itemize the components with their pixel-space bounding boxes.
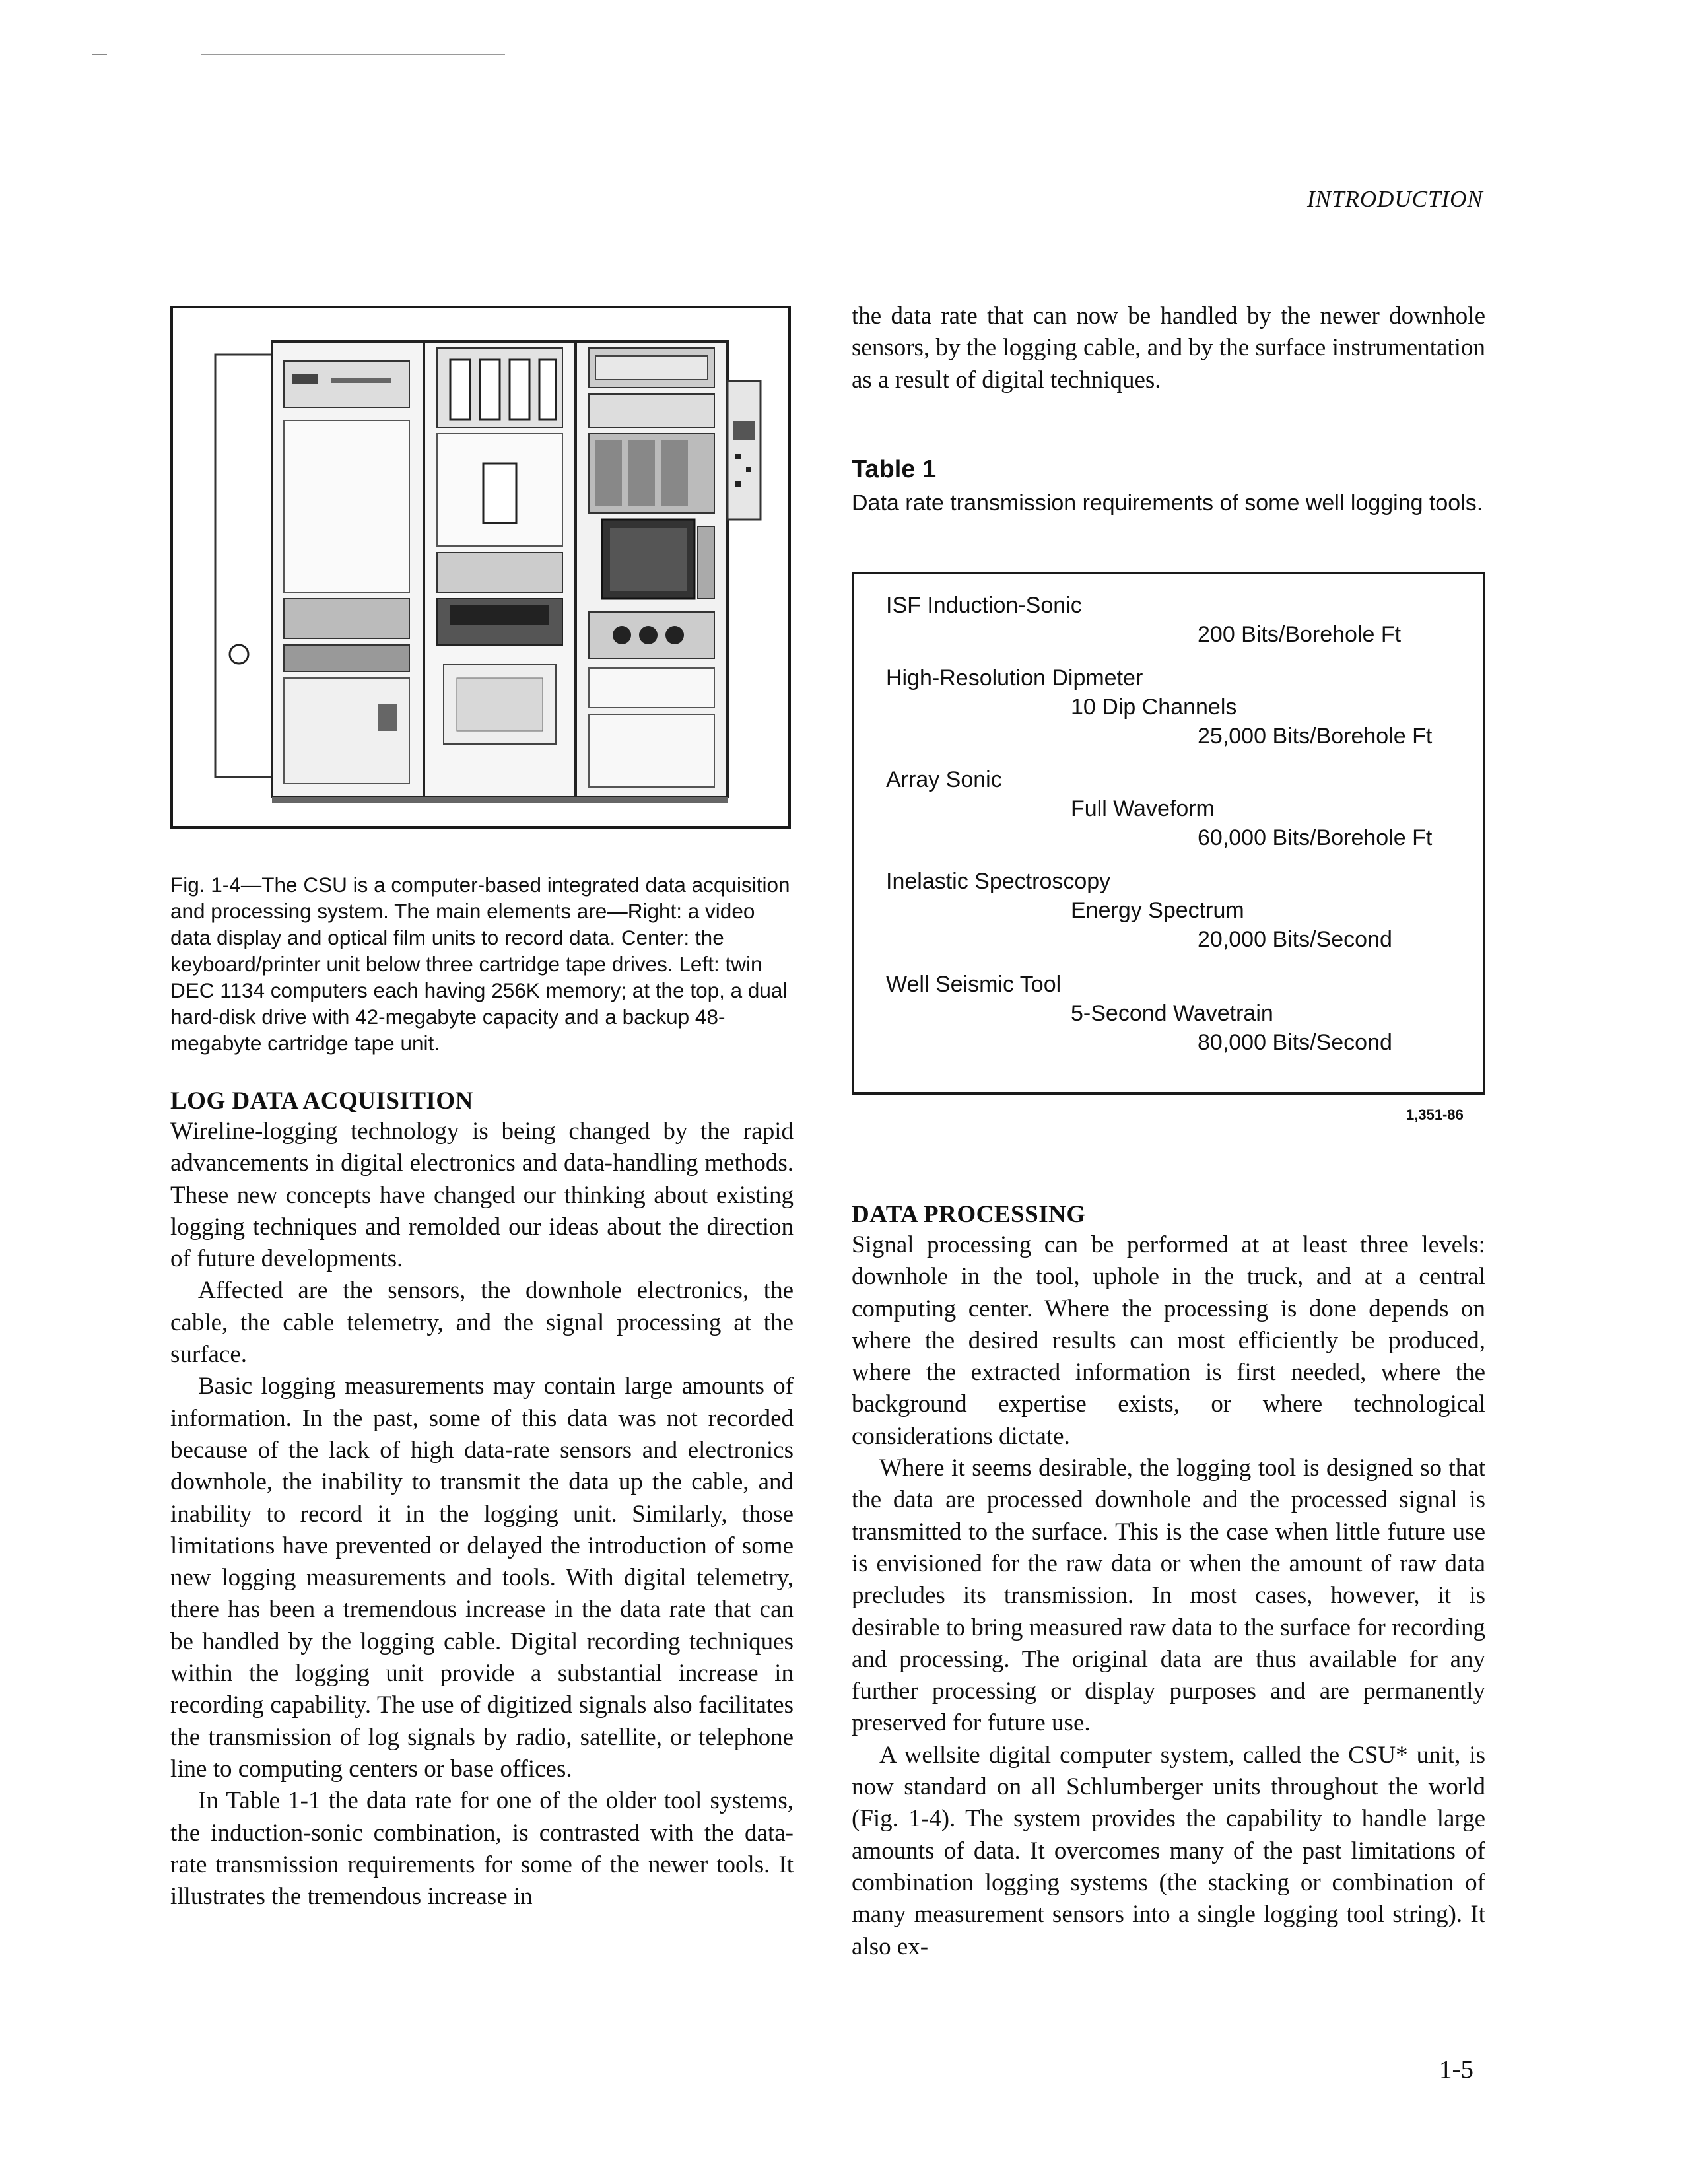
paragraph: Affected are the sensors, the downhole electronics, the cable, the cable telemetry, and the signal processing at the surface. xyxy=(170,1277,794,1369)
page-number: 1-5 xyxy=(1439,2055,1473,2084)
left-column-body xyxy=(170,1116,794,1913)
tool-name: High-Resolution Dipmeter xyxy=(886,665,1143,691)
figure-csu-photo xyxy=(170,306,791,829)
paragraph: Where it seems desirable, the logging tool is designed so that the data are processed downhole and the processed signal is transmitted to the surface. This is the case when little future use is envisioned for the raw data or when the amount of raw data precludes its transmission. In most cases, however, it is desirable to bring measured raw data to the surface for recording and processing. The original data are thus available for any further processing or display purposes and are permanently preserved for future use. xyxy=(852,1454,1485,1737)
right-column-body xyxy=(852,1229,1485,1963)
figure-number: 1,351-86 xyxy=(1406,1107,1464,1123)
measurement: 10 Dip Channels xyxy=(1071,695,1237,720)
tool-name: ISF Induction-Sonic xyxy=(886,593,1082,618)
scan-speck xyxy=(92,54,107,55)
section-heading-log-data-acquisition: LOG DATA ACQUISITION xyxy=(170,1087,473,1114)
scan-rule-line xyxy=(201,54,505,55)
tool-name: Inelastic Spectroscopy xyxy=(886,869,1111,894)
paragraph: the data rate that can now be handled by the newer downhole sensors, by the logging cable, and by the surface instrumentation as a result of digital techniques. xyxy=(852,302,1485,393)
measurement: 5-Second Wavetrain xyxy=(1071,1001,1273,1026)
data-rate: 200 Bits/Borehole Ft xyxy=(1198,622,1402,647)
table-description: Data rate transmission requirements of some well logging tools. xyxy=(852,491,1483,516)
csu-equipment-illustration xyxy=(173,308,788,826)
measurement: Full Waveform xyxy=(1071,796,1215,821)
paragraph: In Table 1-1 the data rate for one of the older tool systems, the induction-sonic combination, is contrasted with the data-rate transmission requirements for some of the newer tools. It illustrates the tremendous increase in xyxy=(170,1787,794,1911)
paragraph: A wellsite digital computer system, called the CSU* unit, is now standard on all Schlumberger units throughout the world (Fig. 1-4). The system provides the capability to handle large amounts of data. It overcomes many of the past limitations of combination logging systems (the stacking or combination of many measurement sensors into a single logging tool string). It also ex- xyxy=(852,1741,1485,1960)
running-header: INTRODUCTION xyxy=(1307,186,1483,212)
right-column-intro xyxy=(852,300,1485,396)
tool-name: Well Seismic Tool xyxy=(886,972,1062,997)
measurement: Energy Spectrum xyxy=(1071,898,1244,923)
tool-name: Array Sonic xyxy=(886,767,1002,792)
paragraph: Basic logging measurements may contain large amounts of information. In the past, some of this data was not recorded because of the lack of high data-rate sensors and electronics downhole, the inability to transmit the data up the cable, and inability to record it in the logging unit. Similarly, those limitations have prevented or delayed the introduction of some new logging measurements and tools. With digital telemetry, there has been a tremendous increase in the data rate that can be handled by the logging cable. Digital recording techniques within the logging unit provide a substantial increase in recording capability. The use of digitized signals also facilitates the transmission of log signals by radio, satellite, or telephone line to computing centers or base offices. xyxy=(170,1373,794,1783)
data-rate: 80,000 Bits/Second xyxy=(1198,1030,1392,1055)
section-heading-data-processing: DATA PROCESSING xyxy=(852,1201,1086,1228)
table-title: Table 1 xyxy=(852,456,937,483)
data-rate: 20,000 Bits/Second xyxy=(1198,927,1392,952)
data-rate: 25,000 Bits/Borehole Ft xyxy=(1198,724,1433,749)
figure-caption: Fig. 1-4—The CSU is a computer-based integrated data acquisition and processing system. The main elements are—Right: a video data display and optical film units to record data. Center: the keyboard/printer unit below three cartridge tape drives. Left: twin DEC 1134 computers each having 256K memory; at the top, a dual hard-disk drive with 42-megabyte capacity and a backup 48-megabyte cartridge tape unit. xyxy=(170,873,790,1055)
data-rate-table xyxy=(852,572,1485,1095)
paragraph: Wireline-logging technology is being changed by the rapid advancements in digital electronics and data-handling methods. These new concepts have changed our thinking about existing logging techniques and remolded our ideas about the direction of future developments. xyxy=(170,1118,794,1273)
data-rate: 60,000 Bits/Borehole Ft xyxy=(1198,825,1433,850)
paragraph: Signal processing can be performed at at least three levels: downhole in the tool, uphole in the truck, and at a central computing center. Where the processing is done depends on where the desired results can most efficiently be produced, where the extracted information is first needed, where the background expertise exists, or where technological considerations dictate. xyxy=(852,1231,1485,1450)
